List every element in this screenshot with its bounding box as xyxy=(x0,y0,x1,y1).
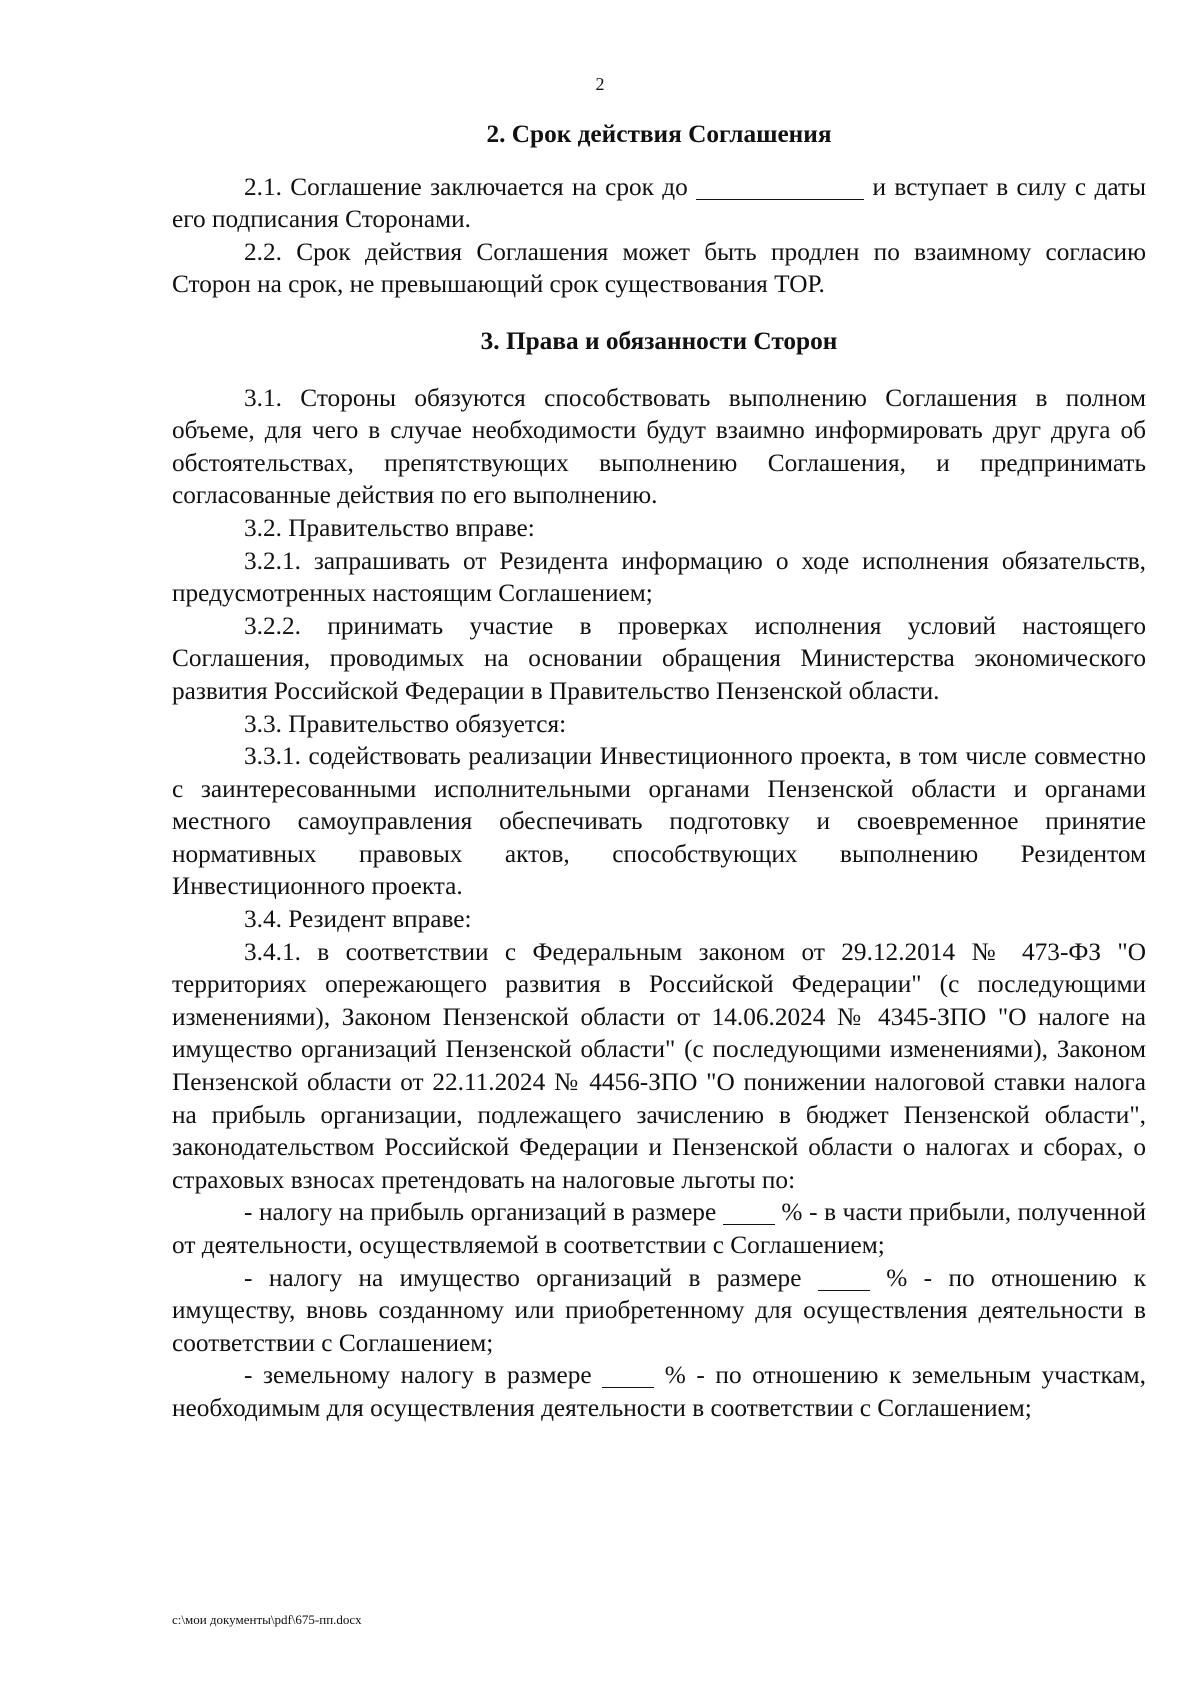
section-3-heading: 3. Права и обязанности Сторон xyxy=(480,326,838,355)
paragraph-2-1 xyxy=(172,171,1146,236)
paragraph-3-2: 3.2. Правительство вправе: xyxy=(244,513,535,542)
list-item-profit-tax-end: % - в части прибыли, полученной от деятельности, осуществляемой в соответствии с Соглашением; xyxy=(172,1198,1147,1259)
paragraph-3-1: 3.1. Стороны обязуются способствовать выполнению Соглашения в полном объеме, для чего в случае необходимости будут взаимно информировать друг друга об обстоятельствах, препятствующих выполнению Соглашения, и предпринимать согласованные действия по его выполнению. xyxy=(172,383,1146,510)
list-item-profit-tax xyxy=(172,1196,1146,1261)
list-item-property-tax-end: % - по отношению к имуществу, вновь созданному или приобретенному для осуществления деятельности в соответствии с Соглашением; xyxy=(172,1263,1146,1357)
list-item-property-tax xyxy=(172,1262,1146,1360)
paragraph-3-2-1: 3.2.1. запрашивать от Резидента информацию о ходе исполнения обязательств, предусмотренных настоящим Соглашением; xyxy=(172,546,1146,608)
page-number: 2 xyxy=(595,74,605,94)
list-item-property-tax-start: - налогу на имущество организаций в размере xyxy=(244,1263,818,1292)
paragraph-3-3: 3.3. Правительство обязуется: xyxy=(244,709,567,738)
paragraph-2-2: 2.2. Срок действия Соглашения может быть продлен по взаимному согласию Сторон на срок, не превышающий срок существования ТОР. xyxy=(172,237,1146,299)
section-2-heading: 2. Срок действия Соглашения xyxy=(486,120,832,148)
blank-percent-field xyxy=(818,1264,870,1290)
paragraph-3-3-1: 3.3.1. содействовать реализации Инвестиционного проекта, в том числе совместно с заинтересованными исполнительными органами Пензенской области и органами местного самоуправления обеспечивать подготовку и своевременное принятие нормативных правовых актов, способствующих выполнению Резидентом Инвестиционного проекта. xyxy=(172,742,1146,901)
paragraph-3-2-2: 3.2.2. принимать участие в проверках исполнения условий настоящего Соглашения, проводимых на основании обращения Министерства экономического развития Российской Федерации в Правительство Пензенской области. xyxy=(172,611,1146,705)
blank-percent-field xyxy=(602,1362,654,1388)
footer-file-path: c:\мои документы\pdf\675-пп.docx xyxy=(172,1612,362,1627)
list-item-land-tax-end: % - по отношению к земельным участкам, необходимым для осуществления деятельности в соответствии с Соглашением; xyxy=(172,1361,1146,1422)
blank-percent-field xyxy=(723,1199,775,1225)
paragraph-3-4: 3.4. Резидент вправе: xyxy=(244,905,472,934)
list-item-land-tax xyxy=(172,1359,1146,1424)
blank-date-field xyxy=(696,173,864,199)
document-body xyxy=(172,118,1146,1425)
paragraph-2-1-text-start: 2.1. Соглашение заключается на срок до xyxy=(244,172,697,201)
paragraph-3-4-1: 3.4.1. в соответствии с Федеральным законом от 29.12.2014 № 473-ФЗ "О территориях опережающего развития в Российской Федерации" (с последующими изменениями), Законом Пензенской области от 14.06.2024 № 4345-ЗПО "О налоге на имущество организаций Пензенской области" (с последующими изменениями), Законом Пензенской области от 22.11.2024 № 4456-ЗПО "О понижении налоговой ставки налога на прибыль организации, подлежащего зачислению в бюджет Пензенской области", законодательством Российской Федерации и Пензенской области о налогах и сборах, о страховых взносах претендовать на налоговые льготы по: xyxy=(172,937,1146,1194)
list-item-land-tax-start: - земельному налогу в размере xyxy=(244,1361,603,1390)
list-item-profit-tax-start: - налогу на прибыль организаций в размере xyxy=(244,1198,723,1227)
paragraph-2-1-text-end: и вступает в силу с даты его подписания Сторонами. xyxy=(172,172,1146,234)
